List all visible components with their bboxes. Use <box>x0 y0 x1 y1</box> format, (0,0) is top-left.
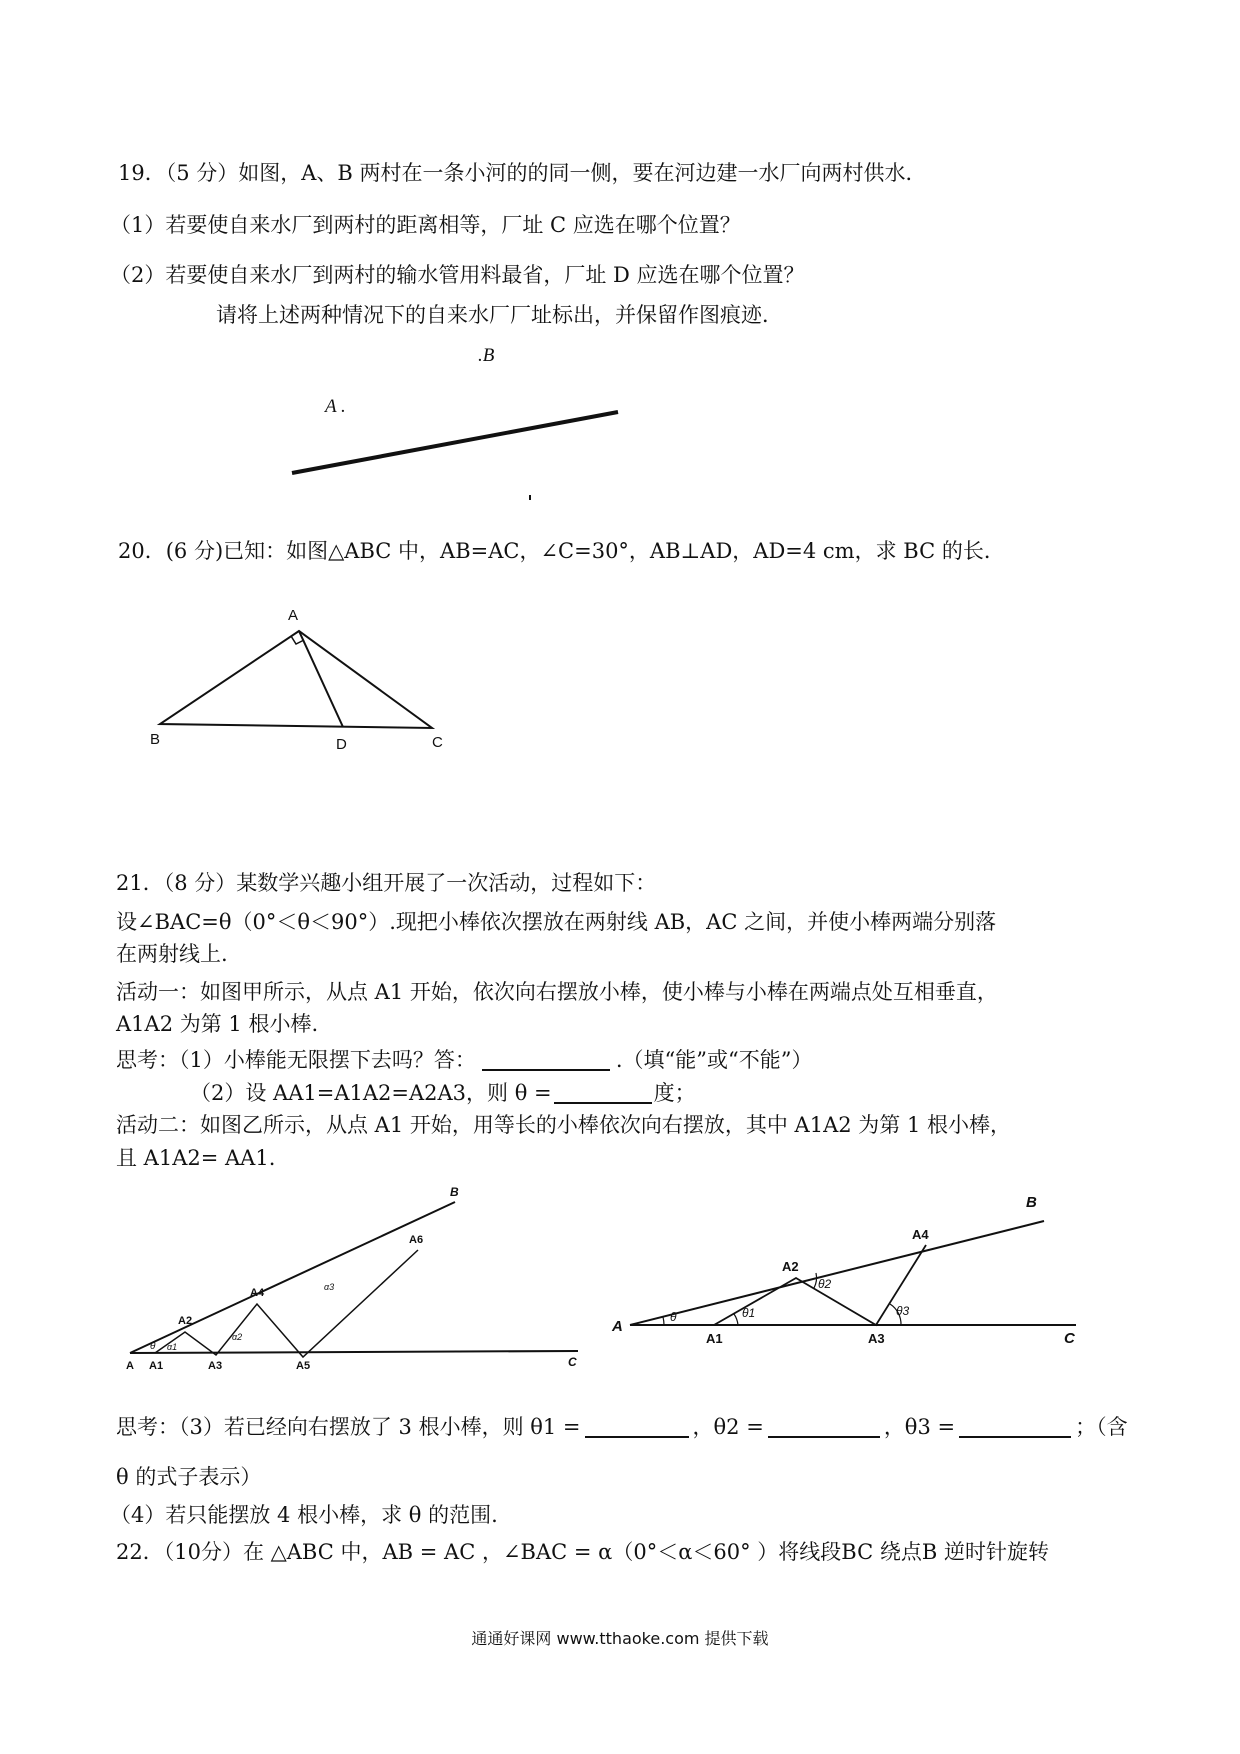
angle-arc-theta2 <box>814 1273 817 1288</box>
q21-think1-hint: .（填“能”或“不能”） <box>615 1048 813 1072</box>
ray-ab-jia <box>130 1202 455 1353</box>
q21-setup-1: 设∠BAC=θ（0°＜θ＜90°）.现把小棒依次摆放在两射线 AB，AC 之间，并使小棒两端分别落 <box>116 910 997 934</box>
answer-blank-theta3[interactable] <box>959 1414 1071 1438</box>
label-a5-jia: A5 <box>296 1360 311 1370</box>
answer-blank-theta2[interactable] <box>768 1414 880 1438</box>
q21-think3 <box>116 1412 1128 1442</box>
river-line <box>292 412 618 473</box>
q19-instruction: 请将上述两种情况下的自来水厂厂址标出，并保留作图痕迹． <box>216 303 783 327</box>
angle-arc-theta <box>663 1317 664 1325</box>
q21-think3-theta3: ，θ3 = <box>883 1415 956 1439</box>
label-a3-yi: A3 <box>868 1331 885 1345</box>
q19-label-b: .B <box>478 345 495 366</box>
q20-label-d: D <box>336 736 347 753</box>
q19-figure <box>250 340 650 510</box>
label-a4-yi: A4 <box>912 1227 929 1242</box>
q19-label-a: A . <box>325 396 346 417</box>
label-alpha3-jia: α3 <box>324 1282 335 1292</box>
page-footer: 通通好课网 www.tthaoke.com 提供下载 <box>471 1629 769 1648</box>
label-a3-jia: A3 <box>208 1360 223 1370</box>
angle-arc-theta1 <box>734 1314 738 1325</box>
label-a1-jia: A1 <box>149 1360 164 1370</box>
figure-jia <box>120 1180 590 1370</box>
q21-setup-2: 在两射线上. <box>116 942 228 966</box>
answer-blank-2[interactable] <box>554 1080 652 1104</box>
q19-part2: （2）若要使自来水厂到两村的输水管用料最省，厂址 D 应选在哪个位置？ <box>110 263 805 287</box>
q21-think3-theta2: ，θ2 = <box>692 1415 764 1439</box>
label-c-yi: C <box>1064 1330 1075 1345</box>
label-a4-jia: A4 <box>250 1287 265 1299</box>
q21-think2 <box>190 1078 696 1108</box>
label-a2-yi: A2 <box>782 1259 799 1274</box>
label-theta3-yi: θ3 <box>896 1304 910 1318</box>
q21-activity1-2: A1A2 为第 1 根小棒. <box>116 1012 319 1036</box>
q21-think4: （4）若只能摆放 4 根小棒，求 θ 的范围. <box>110 1503 498 1527</box>
q21-activity2-2: 且 A1A2= AA1. <box>116 1146 276 1170</box>
answer-blank-1[interactable] <box>482 1047 610 1071</box>
figure-yi <box>606 1175 1096 1345</box>
q22-text: 22．（10分）在 △ABC 中，AB = AC ，∠BAC = α（0°＜α＜60° ）将线段BC 绕点B 逆时针旋转 <box>116 1540 1049 1564</box>
q21-think2-text: （2）设 AA1=A1A2=A2A3，则 θ = <box>190 1081 552 1105</box>
label-a6-jia: A6 <box>409 1234 424 1246</box>
sticks-jia <box>155 1250 418 1357</box>
answer-blank-theta1[interactable] <box>585 1414 689 1438</box>
label-a-jia: A <box>126 1360 134 1370</box>
q21-activity1-1: 活动一：如图甲所示，从点 A1 开始，依次向右摆放小棒，使小棒与小棒在两端点处互相垂直， <box>116 980 998 1004</box>
q21-think3-cont: θ 的式子表示） <box>116 1465 262 1489</box>
label-theta1-yi: θ1 <box>742 1306 756 1320</box>
q21-think1-text: 思考：（1）小棒能无限摆下去吗？答： <box>116 1048 476 1072</box>
label-b-yi: B <box>1026 1194 1037 1211</box>
q21-think3-tail: ；（含 <box>1075 1415 1128 1439</box>
segment-ad <box>299 631 343 727</box>
label-b-jia: B <box>450 1185 459 1199</box>
label-alpha1-jia: α1 <box>167 1342 178 1352</box>
q21-think3-text: 思考：（3）若已经向右摆放了 3 根小棒，则 θ1 = <box>116 1415 581 1439</box>
label-theta-yi: θ <box>670 1310 677 1324</box>
q21-header: 21．（8 分）某数学兴趣小组开展了一次活动，过程如下： <box>116 871 657 895</box>
label-a1-yi: A1 <box>706 1331 723 1345</box>
label-a-yi: A <box>612 1318 623 1335</box>
q21-activity2-1: 活动二：如图乙所示，从点 A1 开始，用等长的小棒依次向右摆放，其中 A1A2 为第 1 根小棒， <box>116 1113 1011 1137</box>
ray-ab-yi <box>630 1221 1044 1325</box>
label-c-jia: C <box>568 1355 577 1369</box>
q21-think2-unit: 度； <box>653 1081 696 1105</box>
ray-ac-jia <box>130 1351 578 1353</box>
q20-triangle-figure <box>140 600 460 760</box>
q20-text: 20．(6 分)已知：如图△ABC 中，AB=AC，∠C=30°，AB⊥AD，AD=4 cm，求 BC 的长． <box>118 539 1005 563</box>
label-theta-jia: θ <box>150 1341 156 1352</box>
triangle-abc <box>160 631 432 728</box>
q19-header: 19．（5 分）如图，A、B 两村在一条小河的的同一侧，要在河边建一水厂向两村供水． <box>118 161 927 185</box>
q21-think1 <box>116 1045 812 1075</box>
q20-label-c: C <box>432 734 443 751</box>
label-a2-jia: A2 <box>178 1315 193 1327</box>
label-theta2-yi: θ2 <box>818 1277 832 1291</box>
label-alpha2-jia: α2 <box>232 1332 243 1342</box>
q19-part1: （1）若要使自来水厂到两村的距离相等，厂址 C 应选在哪个位置？ <box>110 213 741 237</box>
q20-label-a: A <box>288 607 299 624</box>
q20-label-b: B <box>150 731 161 748</box>
